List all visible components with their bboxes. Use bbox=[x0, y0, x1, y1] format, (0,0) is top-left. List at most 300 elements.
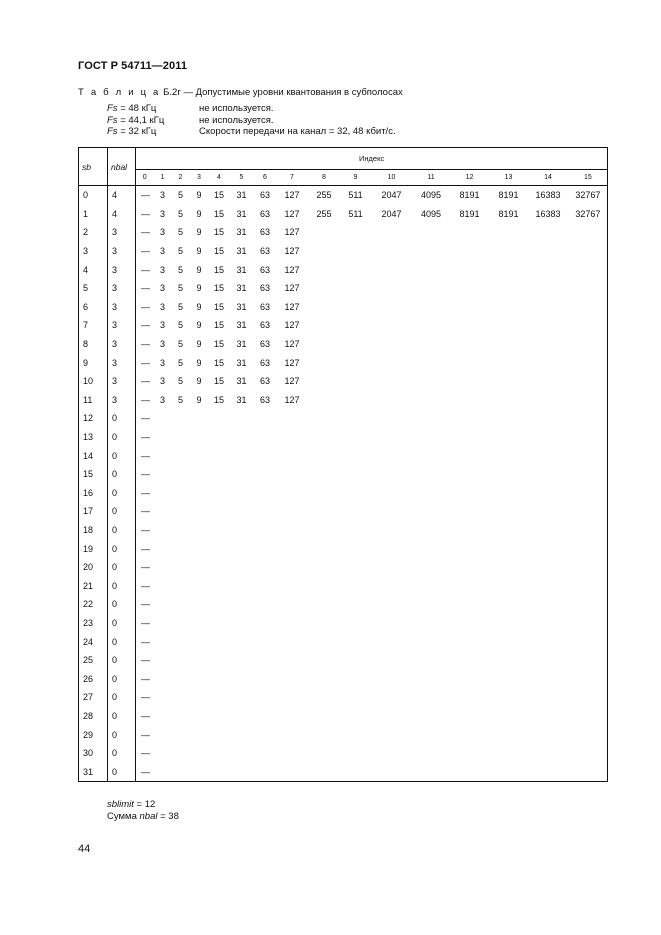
value-cell bbox=[490, 223, 528, 242]
value-cell bbox=[341, 632, 371, 651]
value-cell bbox=[371, 502, 413, 521]
value-cell: — bbox=[141, 469, 150, 480]
nbal-cell: 0 bbox=[108, 725, 136, 744]
nbal-cell: 3 bbox=[108, 223, 136, 242]
value-cell: 15 bbox=[213, 208, 224, 219]
value-cell bbox=[371, 539, 413, 558]
value-cell bbox=[413, 353, 450, 372]
value-cell bbox=[277, 632, 308, 651]
value-cell: 15 bbox=[213, 301, 224, 312]
value-cell: 63 bbox=[259, 190, 270, 201]
value-cell: 9 bbox=[196, 301, 202, 312]
value-cell bbox=[277, 558, 308, 577]
value-cell: 63 bbox=[259, 320, 270, 331]
value-cell bbox=[450, 688, 490, 707]
value-cell: 5 bbox=[177, 190, 183, 201]
nbal-cell: 0 bbox=[108, 539, 136, 558]
value-cell: — bbox=[141, 710, 150, 721]
index-header-cell: 14 bbox=[528, 170, 569, 186]
value-cell bbox=[569, 707, 608, 726]
value-cell: — bbox=[141, 283, 150, 294]
value-cell: — bbox=[136, 762, 154, 781]
index-header-cell: 8 bbox=[308, 170, 341, 186]
sb-cell: 13 bbox=[79, 428, 108, 447]
value-cell bbox=[341, 242, 371, 261]
value-cell: 63 bbox=[259, 339, 270, 350]
value-cell: 5 bbox=[177, 357, 183, 368]
table-row bbox=[79, 372, 608, 391]
value-cell bbox=[277, 521, 308, 540]
value-cell bbox=[371, 744, 413, 763]
value-cell bbox=[371, 335, 413, 354]
value-cell bbox=[154, 669, 172, 688]
value-cell bbox=[308, 707, 341, 726]
value-cell bbox=[230, 762, 254, 781]
value-cell: 3 bbox=[159, 283, 165, 294]
value-cell bbox=[254, 651, 277, 670]
value-cell bbox=[413, 614, 450, 633]
value-cell bbox=[569, 595, 608, 614]
value-cell bbox=[209, 688, 230, 707]
value-cell bbox=[413, 298, 450, 317]
table-row bbox=[79, 223, 608, 242]
value-cell: 5 bbox=[177, 227, 183, 238]
value-cell: 15 bbox=[213, 264, 224, 275]
value-cell bbox=[569, 521, 608, 540]
value-cell: 63 bbox=[259, 246, 270, 257]
value-cell bbox=[277, 576, 308, 595]
index-header-cell: 13 bbox=[490, 170, 528, 186]
value-cell bbox=[528, 465, 569, 484]
value-cell bbox=[254, 762, 277, 781]
value-cell: 15 bbox=[213, 320, 224, 331]
value-cell bbox=[308, 298, 341, 317]
value-cell: 9 bbox=[196, 320, 202, 331]
table-row bbox=[79, 707, 608, 726]
value-cell bbox=[190, 744, 209, 763]
index-header-cell: 12 bbox=[450, 170, 490, 186]
value-cell bbox=[569, 223, 608, 242]
value-cell: 31 bbox=[236, 264, 247, 275]
condition-note: не используется. bbox=[199, 103, 274, 114]
table-row bbox=[79, 353, 608, 372]
value-cell: 5 bbox=[177, 283, 183, 294]
value-cell bbox=[190, 558, 209, 577]
value-cell bbox=[528, 651, 569, 670]
value-cell bbox=[371, 651, 413, 670]
nbal-cell: 3 bbox=[108, 260, 136, 279]
value-cell bbox=[569, 576, 608, 595]
value-cell bbox=[230, 744, 254, 763]
value-cell bbox=[308, 651, 341, 670]
value-cell bbox=[490, 335, 528, 354]
value-cell bbox=[371, 632, 413, 651]
value-cell: 9 bbox=[196, 264, 202, 275]
value-cell bbox=[528, 353, 569, 372]
nbal-cell: 3 bbox=[108, 279, 136, 298]
value-cell bbox=[528, 558, 569, 577]
value-cell bbox=[277, 762, 308, 781]
value-cell: 127 bbox=[284, 376, 300, 387]
value-cell bbox=[277, 484, 308, 503]
value-cell: 127 bbox=[284, 320, 300, 331]
value-cell: 255 bbox=[316, 208, 332, 219]
value-cell: 127 bbox=[284, 190, 300, 201]
value-cell bbox=[308, 242, 341, 261]
value-cell bbox=[154, 558, 172, 577]
value-cell bbox=[569, 353, 608, 372]
value-cell bbox=[569, 558, 608, 577]
value-cell bbox=[209, 558, 230, 577]
nbal-cell: 0 bbox=[108, 707, 136, 726]
value-cell bbox=[254, 707, 277, 726]
value-cell bbox=[490, 353, 528, 372]
sb-cell: 1 bbox=[79, 205, 108, 224]
value-cell: — bbox=[141, 190, 150, 201]
value-cell bbox=[154, 707, 172, 726]
value-cell: 9 bbox=[196, 190, 202, 201]
value-cell: 5 bbox=[177, 208, 183, 219]
value-cell bbox=[569, 428, 608, 447]
value-cell bbox=[569, 242, 608, 261]
table-row bbox=[79, 428, 608, 447]
value-cell bbox=[308, 576, 341, 595]
value-cell bbox=[341, 725, 371, 744]
value-cell bbox=[413, 725, 450, 744]
value-cell bbox=[341, 335, 371, 354]
value-cell bbox=[172, 484, 190, 503]
value-cell bbox=[209, 632, 230, 651]
value-cell bbox=[230, 502, 254, 521]
value-cell bbox=[450, 632, 490, 651]
value-cell: — bbox=[141, 432, 150, 443]
value-cell bbox=[528, 335, 569, 354]
value-cell: 9 bbox=[196, 227, 202, 238]
value-cell bbox=[528, 614, 569, 633]
value-cell bbox=[371, 260, 413, 279]
sb-cell: 11 bbox=[79, 391, 108, 410]
value-cell bbox=[230, 558, 254, 577]
value-cell bbox=[230, 521, 254, 540]
value-cell bbox=[371, 428, 413, 447]
value-cell bbox=[308, 558, 341, 577]
value-cell bbox=[413, 242, 450, 261]
value-cell bbox=[413, 669, 450, 688]
value-cell: 3 bbox=[159, 190, 165, 201]
value-cell bbox=[172, 688, 190, 707]
nbal-cell: 0 bbox=[108, 744, 136, 763]
value-cell bbox=[209, 521, 230, 540]
sb-cell: 30 bbox=[79, 744, 108, 763]
value-cell: 9 bbox=[196, 357, 202, 368]
table-row bbox=[79, 595, 608, 614]
value-cell bbox=[450, 409, 490, 428]
value-cell bbox=[341, 223, 371, 242]
nbal-cell: 3 bbox=[108, 372, 136, 391]
table-row bbox=[79, 632, 608, 651]
value-cell bbox=[172, 651, 190, 670]
nbal-cell: 0 bbox=[108, 446, 136, 465]
value-cell bbox=[569, 632, 608, 651]
sb-cell: 5 bbox=[79, 279, 108, 298]
value-cell bbox=[154, 688, 172, 707]
value-cell bbox=[341, 465, 371, 484]
value-cell bbox=[528, 521, 569, 540]
value-cell bbox=[230, 409, 254, 428]
value-cell bbox=[490, 484, 528, 503]
value-cell bbox=[371, 446, 413, 465]
value-cell bbox=[190, 614, 209, 633]
value-cell: 5 bbox=[177, 394, 183, 405]
value-cell bbox=[308, 446, 341, 465]
nbal-cell: 0 bbox=[108, 669, 136, 688]
table-row bbox=[79, 539, 608, 558]
table-row bbox=[79, 725, 608, 744]
value-cell bbox=[569, 669, 608, 688]
value-cell bbox=[490, 502, 528, 521]
value-cell bbox=[490, 576, 528, 595]
value-cell bbox=[230, 446, 254, 465]
value-cell bbox=[413, 651, 450, 670]
value-cell bbox=[190, 521, 209, 540]
value-cell: 15 bbox=[213, 376, 224, 387]
value-cell bbox=[490, 651, 528, 670]
value-cell bbox=[154, 484, 172, 503]
value-cell bbox=[254, 614, 277, 633]
nbal-cell: 3 bbox=[108, 242, 136, 261]
value-cell bbox=[308, 335, 341, 354]
table-row bbox=[79, 186, 608, 205]
value-cell bbox=[154, 465, 172, 484]
value-cell bbox=[450, 372, 490, 391]
value-cell bbox=[569, 539, 608, 558]
value-cell: 31 bbox=[236, 320, 247, 331]
value-cell bbox=[190, 446, 209, 465]
value-cell bbox=[371, 279, 413, 298]
value-cell: 5 bbox=[177, 301, 183, 312]
value-cell bbox=[371, 669, 413, 688]
value-cell bbox=[490, 632, 528, 651]
nbal-cell: 0 bbox=[108, 614, 136, 633]
value-cell bbox=[341, 502, 371, 521]
value-cell: 31 bbox=[236, 190, 247, 201]
value-cell bbox=[209, 446, 230, 465]
value-cell bbox=[254, 669, 277, 688]
index-header-cell: 15 bbox=[569, 170, 608, 186]
value-cell bbox=[277, 428, 308, 447]
sb-cell: 18 bbox=[79, 521, 108, 540]
value-cell bbox=[450, 614, 490, 633]
sb-cell: 31 bbox=[79, 762, 108, 781]
value-cell bbox=[190, 725, 209, 744]
value-cell bbox=[490, 539, 528, 558]
value-cell bbox=[569, 298, 608, 317]
value-cell bbox=[154, 632, 172, 651]
value-cell bbox=[528, 279, 569, 298]
value-cell bbox=[413, 558, 450, 577]
value-cell: — bbox=[141, 264, 150, 275]
value-cell bbox=[450, 744, 490, 763]
value-cell bbox=[413, 707, 450, 726]
value-cell bbox=[413, 465, 450, 484]
value-cell bbox=[308, 391, 341, 410]
value-cell: 127 bbox=[284, 246, 300, 257]
value-cell bbox=[450, 391, 490, 410]
value-cell bbox=[308, 595, 341, 614]
value-cell bbox=[230, 669, 254, 688]
value-cell bbox=[341, 595, 371, 614]
value-cell bbox=[277, 595, 308, 614]
sb-cell: 26 bbox=[79, 669, 108, 688]
table-row bbox=[79, 446, 608, 465]
value-cell bbox=[528, 223, 569, 242]
value-cell: 31 bbox=[236, 246, 247, 257]
condition-note: не используется. bbox=[199, 115, 274, 126]
value-cell bbox=[341, 521, 371, 540]
value-cell bbox=[230, 688, 254, 707]
value-cell bbox=[172, 707, 190, 726]
value-cell bbox=[413, 428, 450, 447]
value-cell bbox=[190, 465, 209, 484]
value-cell bbox=[371, 409, 413, 428]
value-cell bbox=[254, 502, 277, 521]
value-cell bbox=[450, 279, 490, 298]
index-header-cell: 4 bbox=[209, 170, 230, 186]
value-cell bbox=[154, 651, 172, 670]
value-cell bbox=[308, 762, 341, 781]
value-cell bbox=[308, 409, 341, 428]
value-cell bbox=[490, 260, 528, 279]
value-cell bbox=[341, 372, 371, 391]
value-cell bbox=[413, 391, 450, 410]
value-cell: 31 bbox=[236, 357, 247, 368]
value-cell bbox=[413, 372, 450, 391]
value-cell bbox=[154, 614, 172, 633]
value-cell: — bbox=[141, 692, 150, 703]
value-cell bbox=[413, 316, 450, 335]
value-cell bbox=[254, 744, 277, 763]
nbal-cell: 0 bbox=[108, 484, 136, 503]
value-cell bbox=[277, 446, 308, 465]
caption-text: Б.2г — Допустимые уровни квантования в субполосах bbox=[160, 87, 403, 98]
value-cell bbox=[490, 707, 528, 726]
value-cell bbox=[209, 669, 230, 688]
value-cell bbox=[277, 744, 308, 763]
value-cell: 63 bbox=[259, 264, 270, 275]
value-cell bbox=[308, 539, 341, 558]
sb-cell: 3 bbox=[79, 242, 108, 261]
value-cell bbox=[154, 521, 172, 540]
value-cell bbox=[528, 725, 569, 744]
value-cell bbox=[230, 651, 254, 670]
index-header-cell: 10 bbox=[371, 170, 413, 186]
value-cell: 9 bbox=[196, 376, 202, 387]
value-cell bbox=[490, 428, 528, 447]
table-row bbox=[79, 316, 608, 335]
value-cell: — bbox=[141, 617, 150, 628]
value-cell: — bbox=[141, 413, 150, 424]
value-cell: — bbox=[141, 729, 150, 740]
value-cell bbox=[190, 539, 209, 558]
value-cell bbox=[308, 521, 341, 540]
value-cell bbox=[371, 762, 413, 781]
value-cell bbox=[450, 335, 490, 354]
value-cell bbox=[308, 260, 341, 279]
index-header-cell: 3 bbox=[190, 170, 209, 186]
value-cell bbox=[209, 502, 230, 521]
sb-cell: 29 bbox=[79, 725, 108, 744]
value-cell: — bbox=[141, 673, 150, 684]
value-cell: 63 bbox=[259, 301, 270, 312]
value-cell bbox=[450, 484, 490, 503]
value-cell bbox=[490, 725, 528, 744]
value-cell: — bbox=[141, 524, 150, 535]
value-cell bbox=[254, 539, 277, 558]
value-cell bbox=[413, 409, 450, 428]
sb-cell: 17 bbox=[79, 502, 108, 521]
value-cell bbox=[341, 539, 371, 558]
value-cell: — bbox=[141, 655, 150, 666]
table-row bbox=[79, 576, 608, 595]
table-row bbox=[79, 651, 608, 670]
value-cell: 2047 bbox=[381, 208, 402, 219]
table-row bbox=[79, 335, 608, 354]
value-cell bbox=[308, 725, 341, 744]
value-cell bbox=[490, 446, 528, 465]
value-cell bbox=[172, 521, 190, 540]
index-header-cell: 6 bbox=[254, 170, 277, 186]
value-cell bbox=[413, 632, 450, 651]
footnote-nbal-sum: Сумма nbal = 38 bbox=[107, 811, 179, 822]
value-cell bbox=[154, 428, 172, 447]
value-cell: 127 bbox=[284, 264, 300, 275]
value-cell bbox=[528, 669, 569, 688]
value-cell bbox=[190, 688, 209, 707]
value-cell: — bbox=[141, 599, 150, 610]
nbal-cell: 0 bbox=[108, 762, 136, 781]
condition-rate: Fs = 44,1 кГц bbox=[107, 115, 165, 126]
value-cell: — bbox=[141, 580, 150, 591]
nbal-cell: 0 bbox=[108, 465, 136, 484]
value-cell bbox=[569, 409, 608, 428]
value-cell bbox=[277, 707, 308, 726]
value-cell bbox=[413, 260, 450, 279]
value-cell bbox=[490, 242, 528, 261]
value-cell bbox=[230, 614, 254, 633]
value-cell bbox=[254, 446, 277, 465]
value-cell bbox=[569, 651, 608, 670]
nbal-cell: 3 bbox=[108, 298, 136, 317]
value-cell: 511 bbox=[348, 208, 363, 219]
sb-cell: 21 bbox=[79, 576, 108, 595]
value-cell bbox=[209, 484, 230, 503]
value-cell: — bbox=[141, 636, 150, 647]
sb-cell: 9 bbox=[79, 353, 108, 372]
value-cell bbox=[450, 465, 490, 484]
value-cell bbox=[528, 260, 569, 279]
value-cell: 15 bbox=[213, 246, 224, 257]
value-cell bbox=[450, 316, 490, 335]
value-cell bbox=[154, 502, 172, 521]
index-header-cell: 2 bbox=[172, 170, 190, 186]
value-cell bbox=[413, 539, 450, 558]
value-cell bbox=[230, 539, 254, 558]
value-cell bbox=[154, 744, 172, 763]
value-cell bbox=[490, 558, 528, 577]
value-cell bbox=[172, 669, 190, 688]
header-index-group: Индекс bbox=[136, 148, 608, 170]
footnote-sblimit: sblimit = 12 bbox=[107, 799, 156, 810]
